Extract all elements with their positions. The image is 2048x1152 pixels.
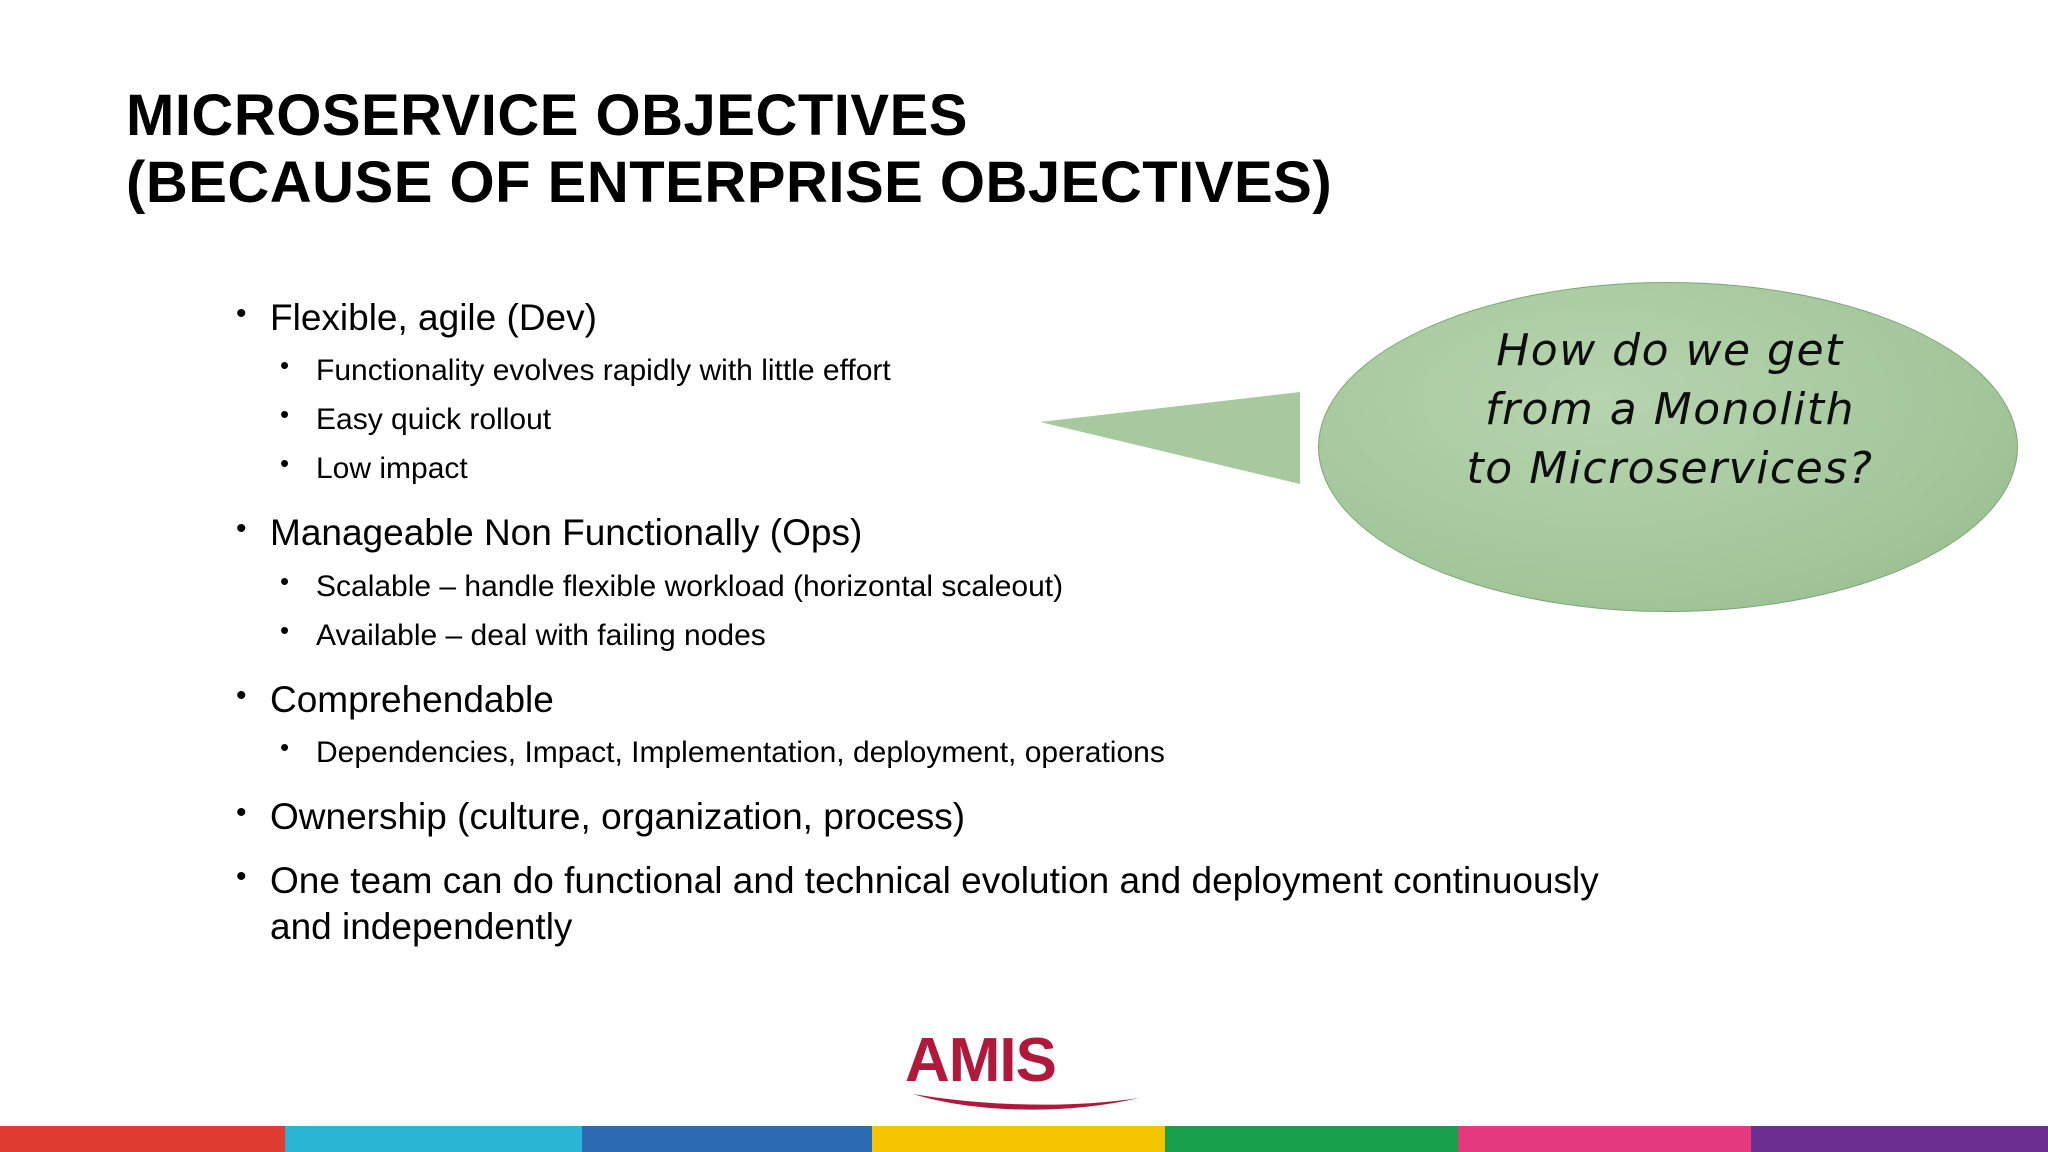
bullet-group-5	[228, 858, 1788, 951]
bar-segment-cyan	[285, 1126, 582, 1152]
bullet-group-4	[228, 794, 1788, 840]
callout-tail	[1040, 392, 1300, 484]
bullet-level1	[228, 858, 1788, 951]
bar-segment-blue	[582, 1126, 872, 1152]
bottom-color-bar	[0, 1126, 2048, 1152]
bullet-level1-label: • One team can do functional and technical evolution and deployment continuously	[270, 860, 1599, 901]
amis-logo	[905, 1026, 1145, 1120]
bullet-level1-label: • Flexible, agile (Dev)	[270, 297, 597, 338]
bullet-level2: • Functionality evolves rapidly with little effort	[228, 351, 1788, 390]
bullet-level1-label: • Comprehendable	[270, 678, 554, 720]
bullet-level1-label: • Ownership (culture, organization, process)	[270, 795, 966, 837]
amis-logo-text: AMIS	[905, 1026, 1056, 1095]
bullet-level1	[228, 794, 1788, 840]
title-line-1: MICROSERVICE OBJECTIVES	[126, 83, 968, 148]
bar-segment-pink	[1458, 1126, 1751, 1152]
callout-line-3: to Microservices?	[1466, 442, 1874, 494]
bar-segment-yellow	[872, 1126, 1165, 1152]
bullet-level2: • Scalable – handle flexible workload (horizontal scaleout)	[228, 567, 1788, 606]
callout-line-1: How do we get	[1496, 325, 1844, 376]
bar-segment-green	[1165, 1126, 1458, 1152]
bullet-level1-label-line2: and independently	[270, 906, 573, 948]
title-line-2: (BECAUSE OF ENTERPRISE OBJECTIVES)	[126, 150, 1333, 216]
callout-text	[1390, 322, 1950, 499]
bar-segment-red	[0, 1126, 285, 1152]
bullet-level2: • Easy quick rollout	[228, 400, 1788, 439]
bullet-level2: • Available – deal with failing nodes	[228, 616, 1788, 655]
bar-segment-purple	[1751, 1126, 2048, 1152]
bullet-level1	[228, 677, 1788, 723]
bullet-group-3	[228, 677, 1788, 772]
amis-logo-swoosh-icon	[911, 1092, 1141, 1116]
bullet-level1-label: • Manageable Non Functionally (Ops)	[270, 512, 863, 554]
bullet-level2: • Low impact	[228, 449, 1788, 488]
page-title	[126, 82, 1626, 217]
bullet-level2: • Dependencies, Impact, Implementation, deployment, operations	[228, 733, 1788, 772]
callout-line-2: from a Monolith	[1484, 383, 1856, 435]
